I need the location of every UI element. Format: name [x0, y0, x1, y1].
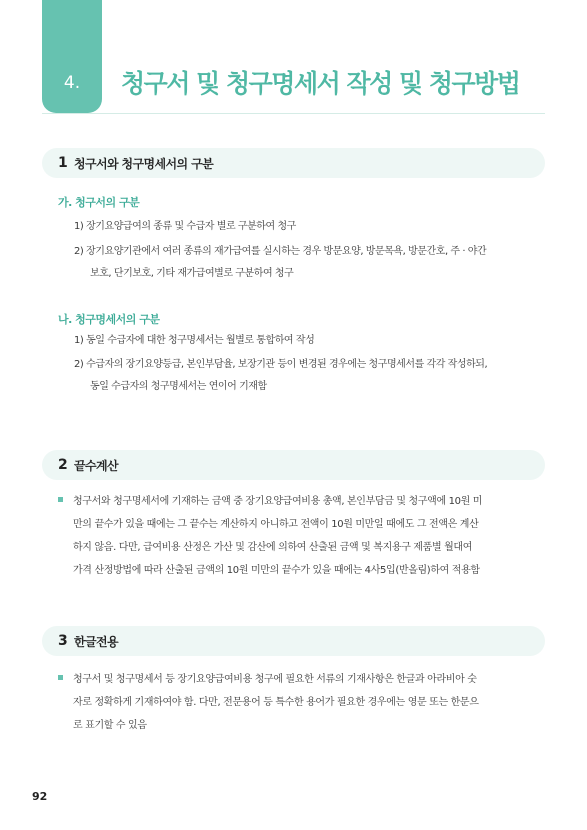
chapter-number: 4. — [63, 73, 81, 93]
list-item-text: 1) 장기요양급여의 종류 및 수급자 별로 구분하여 청구 — [74, 221, 296, 232]
paragraph-line: 가격 산정방법에 따라 산출된 금액의 10원 미만의 끝수가 있을 때에는 4사5입(반올림)하여 적용함 — [73, 565, 480, 576]
page-number: 92 — [32, 790, 48, 803]
square-bullet-icon — [58, 497, 63, 502]
list-item — [74, 330, 534, 352]
section-number: 2 — [58, 457, 68, 473]
square-bullet-icon — [58, 675, 63, 680]
list-item-text: 보호, 단기보호, 기타 재가급여별로 구분하여 청구 — [90, 268, 294, 279]
section-title: 한글전용 — [74, 634, 118, 649]
list-item — [74, 354, 534, 398]
list-item-text: 2) 장기요양기관에서 여러 종류의 재가급여를 실시하는 경우 방문요양, 방문목욕, 방문간호, 주 · 야간 — [74, 246, 487, 257]
paragraph-line: 하지 않음. 다만, 급여비용 산정은 가산 및 감산에 의하여 산출된 금액 및 복지용구 제품별 월대여 — [73, 542, 473, 553]
paragraph-line: 청구서 및 청구명세서 등 장기요양급여비용 청구에 필요한 서류의 기재사항은 한글과 아라비아 숫 — [73, 674, 477, 685]
list-item-text: 2) 수급자의 장기요양등급, 본인부담율, 보장기관 등이 변경된 경우에는 청구명세서를 각각 작성하되, — [74, 359, 488, 370]
list-item — [74, 241, 534, 285]
bullet-paragraph — [58, 668, 545, 737]
list-item — [74, 216, 534, 238]
section-header-3 — [42, 626, 545, 656]
section-title: 청구서와 청구명세서의 구분 — [74, 156, 214, 171]
section-title: 끝수계산 — [74, 458, 118, 473]
list-item-text: 1) 동일 수급자에 대한 청구명세서는 월별로 통합하여 작성 — [74, 335, 315, 346]
chapter-title: 청구서 및 청구명세서 작성 및 청구방법 — [121, 69, 520, 98]
list-item-text: 동일 수급자의 청구명세서는 연이어 기재함 — [90, 381, 267, 392]
paragraph-line: 자로 정확하게 기재하여야 함. 다만, 전문용어 등 특수한 용어가 필요한 경우에는 영문 또는 한문으 — [73, 697, 479, 708]
subsection-title: 나. 청구명세서의 구분 — [58, 313, 160, 326]
subsection-title: 가. 청구서의 구분 — [58, 196, 140, 209]
title-divider — [42, 113, 545, 114]
paragraph-line: 만의 끝수가 있을 때에는 그 끝수는 계산하지 아니하고 전액이 10원 미만일 때에도 그 전액은 계산 — [73, 519, 479, 530]
section-number: 1 — [58, 155, 68, 171]
paragraph-line: 로 표기할 수 있음 — [73, 720, 147, 731]
section-header-2 — [42, 450, 545, 480]
bullet-paragraph — [58, 490, 545, 582]
chapter-number-tab — [42, 0, 102, 113]
section-header-1 — [42, 148, 545, 178]
section-number: 3 — [58, 633, 68, 649]
paragraph-line: 청구서와 청구명세서에 기재하는 금액 중 장기요양급여비용 총액, 본인부담금 및 청구액에 10원 미 — [73, 496, 483, 507]
